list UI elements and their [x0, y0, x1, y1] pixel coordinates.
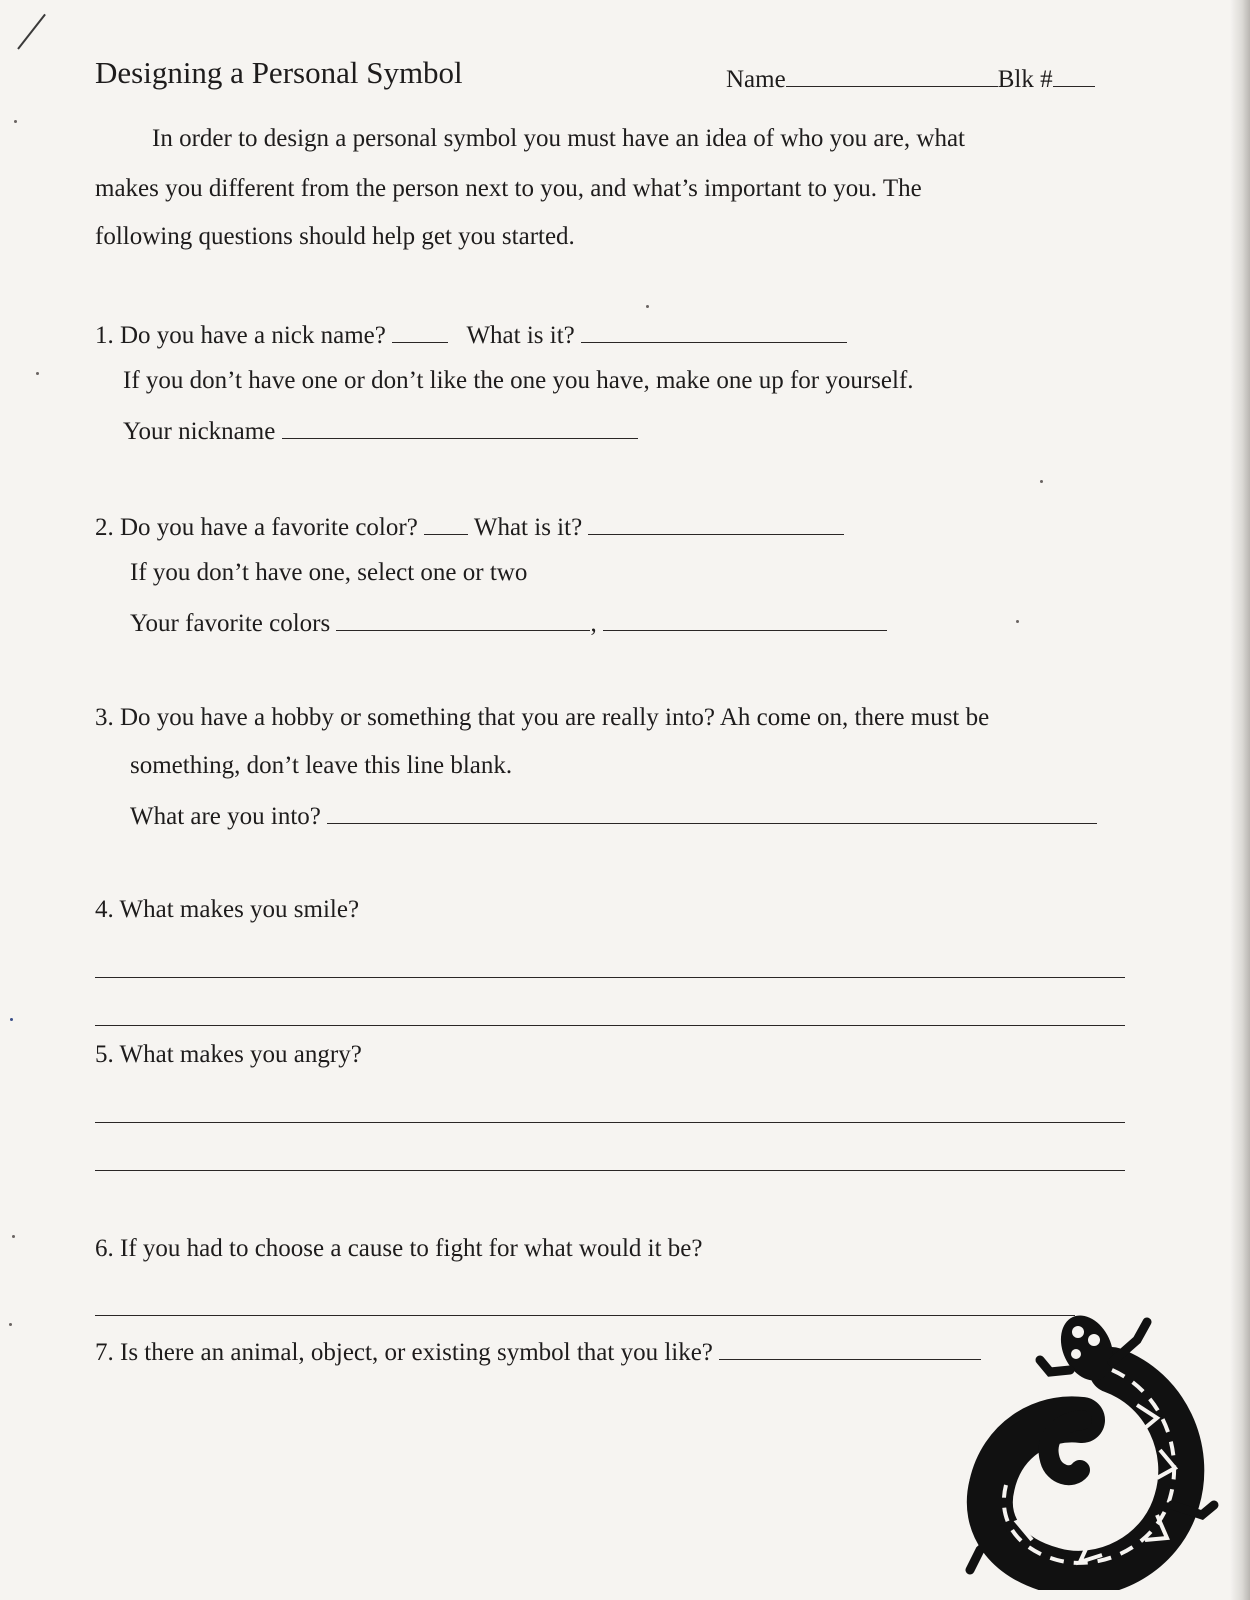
q2-question: 2. Do you have a favorite color? — [95, 514, 418, 541]
q1-what-label: What is it? — [466, 322, 575, 349]
angry-answer-line-1[interactable] — [95, 1122, 1125, 1123]
q3-line-2: something, don’t leave this line blank. — [130, 752, 513, 779]
nickname-blank[interactable] — [282, 414, 638, 439]
q5-question: 5. What makes you angry? — [95, 1041, 362, 1068]
page-title: Designing a Personal Symbol — [95, 55, 463, 90]
q2-what-label: What is it? — [473, 514, 583, 541]
intro-line-3: following questions should help get you started. — [95, 223, 575, 250]
q1-line-2: If you don’t have one or don’t like the one you have, make one up for yourself. — [123, 367, 914, 394]
speck — [10, 1018, 13, 1021]
q3-into-row — [130, 799, 1097, 832]
q1-question: 1. Do you have a nick name? — [95, 322, 386, 349]
color-1-blank[interactable] — [336, 606, 590, 631]
speck — [36, 372, 39, 375]
hobby-blank[interactable] — [327, 799, 1097, 824]
q7-row — [95, 1335, 981, 1368]
cause-answer-line[interactable] — [95, 1315, 1075, 1316]
q1-yesno-blank[interactable] — [392, 318, 448, 343]
name-blank[interactable] — [786, 62, 998, 87]
angry-answer-line-2[interactable] — [95, 1170, 1125, 1171]
q7-answer-blank[interactable] — [719, 1335, 981, 1360]
q2-comma: , — [590, 610, 597, 637]
speck — [646, 305, 649, 308]
q3-line-1: 3. Do you have a hobby or something that you are really into? Ah come on, there must be — [95, 704, 990, 731]
name-label: Name — [726, 66, 786, 93]
smile-answer-line-1[interactable] — [95, 977, 1125, 978]
q2-yesno-blank[interactable] — [424, 510, 468, 535]
q2-what-blank[interactable] — [588, 510, 844, 535]
color-2-blank[interactable] — [603, 606, 887, 631]
q3-into-label: What are you into? — [130, 803, 321, 830]
pen-mark — [17, 14, 46, 50]
q1-nickname-label: Your nickname — [123, 418, 276, 445]
speck — [1040, 480, 1043, 483]
q7-question: 7. Is there an animal, object, or existing symbol that you like? — [95, 1339, 713, 1366]
q2-colors-label: Your favorite colors — [130, 610, 331, 637]
q2-colors-row — [130, 606, 887, 639]
speck — [9, 1323, 12, 1326]
intro-line-1: In order to design a personal symbol you must have an idea of who you are, what — [152, 125, 965, 152]
speck — [1016, 620, 1019, 623]
q2-row — [95, 510, 844, 543]
intro-line-2: makes you different from the person next to you, and what’s important to you. The — [95, 175, 922, 202]
name-field — [726, 62, 1095, 95]
q4-question: 4. What makes you smile? — [95, 896, 360, 923]
page-edge-shadow — [1230, 0, 1250, 1600]
q1-row — [95, 318, 847, 351]
blk-label: Blk # — [997, 66, 1053, 93]
q1-what-blank[interactable] — [581, 318, 847, 343]
q1-nickname-row — [123, 414, 638, 447]
q6-question: 6. If you had to choose a cause to fight for what would it be? — [95, 1235, 703, 1262]
smile-answer-line-2[interactable] — [95, 1025, 1125, 1026]
q2-line-2: If you don’t have one, select one or two — [130, 559, 528, 586]
speck — [14, 120, 17, 123]
speck — [12, 1235, 15, 1238]
lizard-icon — [962, 1300, 1222, 1590]
blk-blank[interactable] — [1053, 62, 1095, 87]
